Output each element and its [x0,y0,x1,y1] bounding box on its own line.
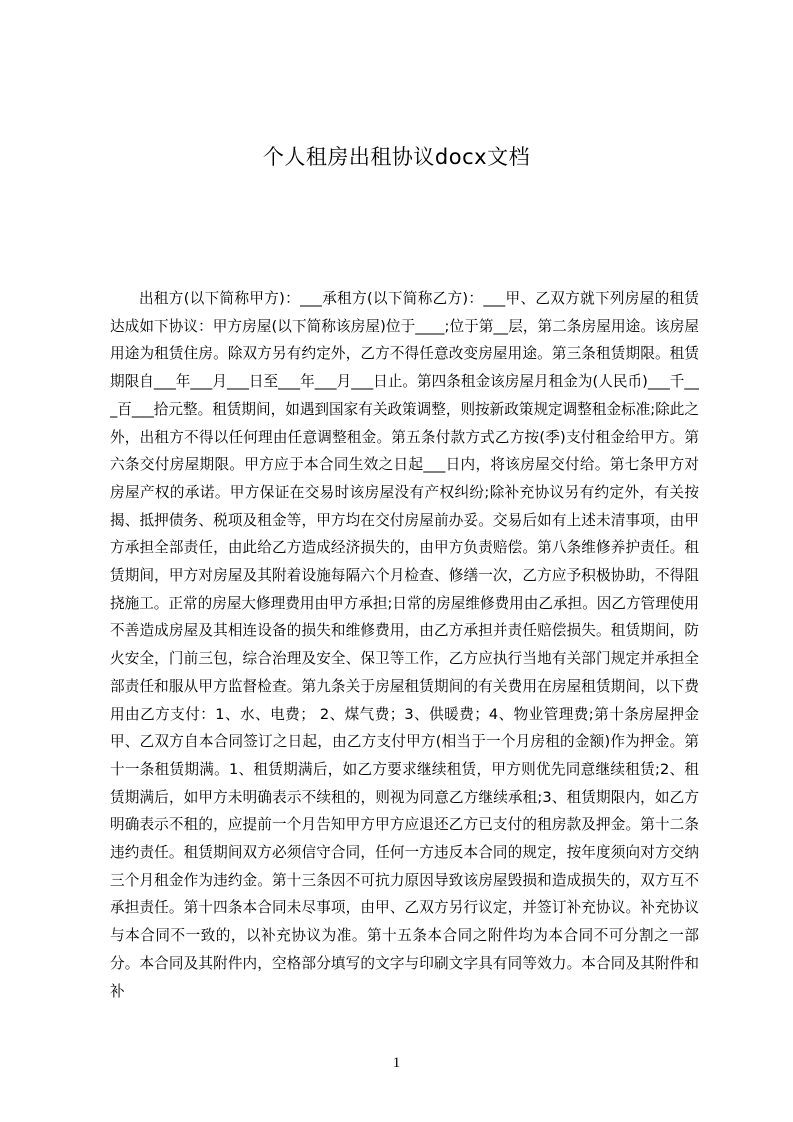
document-body-text: 出租方(以下简称甲方)：___承租方(以下简称乙方)：___甲、乙双方就下列房屋的租赁达成如下协议：甲方房屋(以下简称该房屋)位于____;位于第__层，第二条房屋用途。该房屋用途为租赁住房。除双方另有约定外，乙方不得任意改变房屋用途。第三条租赁期限。租赁期限自___年___月___日至___年___月___日止。第四条租金该房屋月租金为(人民币)___千___百___拾元整。租赁期间，如遇到国家有关政策调整，则按新政策规定调整租金标准;除此之外，出租方不得以任何理由任意调整租金。第五条付款方式乙方按(季)支付租金给甲方。第六条交付房屋期限。甲方应于本合同生效之日起___日内，将该房屋交付给。第七条甲方对房屋产权的承诺。甲方保证在交易时该房屋没有产权纠纷;除补充协议另有约定外，有关按揭、抵押债务、税项及租金等，甲方均在交付房屋前办妥。交易后如有上述未清事项，由甲方承担全部责任，由此给乙方造成经济损失的，由甲方负责赔偿。第八条维修养护责任。租赁期间，甲方对房屋及其附着设施每隔六个月检查、修缮一次，乙方应予积极协助，不得阻挠施工。正常的房屋大修理费用由甲方承担;日常的房屋维修费用由乙承担。因乙方管理使用不善造成房屋及其相连设备的损失和维修费用，由乙方承担并责任赔偿损失。租赁期间，防火安全，门前三包，综合治理及安全、保卫等工作，乙方应执行当地有关部门规定并承担全部责任和服从甲方监督检查。第九条关于房屋租赁期间的有关费用在房屋租赁期间，以下费用由乙方支付：1、水、电费； 2、煤气费；3、供暖费；4、物业管理费;第十条房屋押金甲、乙双方自本合同签订之日起，由乙方支付甲方(相当于一个月房租的金额)作为押金。第十一条租赁期满。1、租赁期满后，如乙方要求继续租赁，甲方则优先同意继续租赁;2、租赁期满后，如甲方未明确表示不续租的，则视为同意乙方继续承租;3、租赁期限内，如乙方明确表示不租的，应提前一个月告知甲方甲方应退还乙方已支付的租房款及押金。第十二条违约责任。租赁期间双方必须信守合同，任何一方违反本合同的规定，按年度须向对方交纳三个月租金作为违约金。第十三条因不可抗力原因导致该房屋毁损和造成损失的，双方互不承担责任。第十四条本合同未尽事项，由甲、乙双方另行议定，并签订补充协议。补充协议与本合同不一致的，以补充协议为准。第十五条本合同之附件均为本合同不可分割之一部分。本合同及其附件内，空格部分填写的文字与印刷文字具有同等效力。本合同及其附件和补 [110,290,699,1000]
document-title: 个人租房出租协议docx文档 [262,145,531,169]
page-number: 1 [392,1055,401,1071]
